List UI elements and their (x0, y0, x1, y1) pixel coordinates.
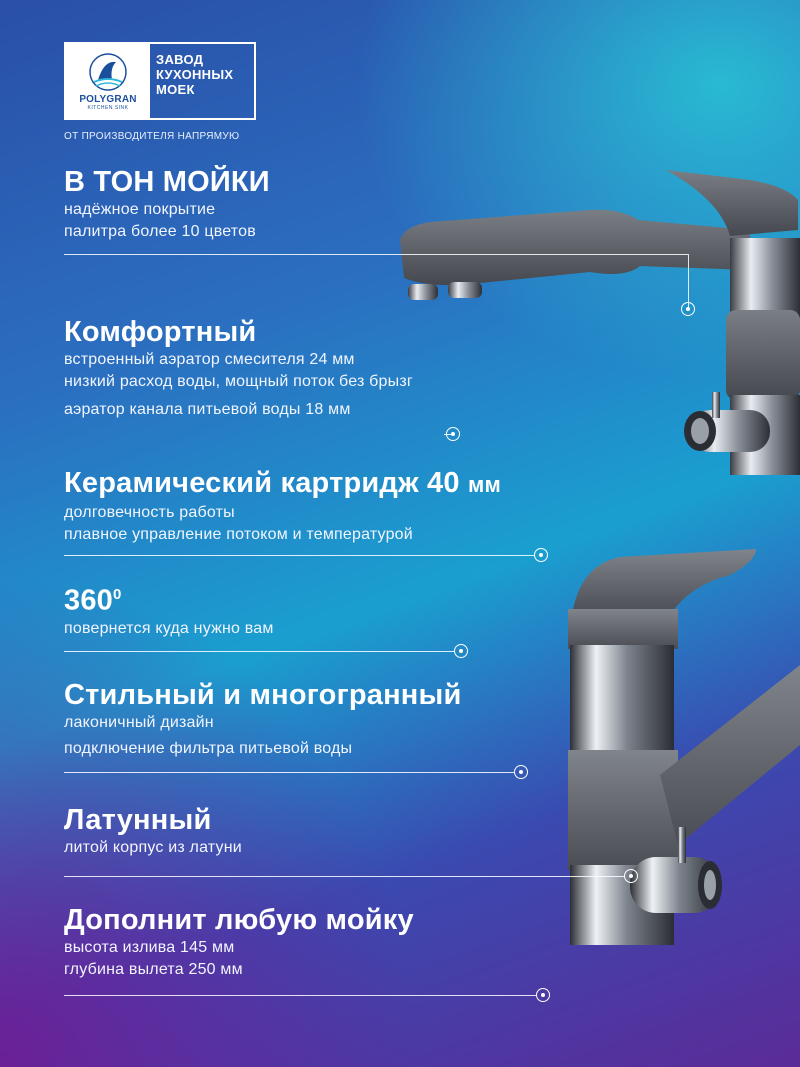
feature-line: подключение фильтра питьевой воды (64, 740, 353, 757)
logo-emblem (66, 44, 150, 118)
logo-title-line: МОЕК (156, 82, 195, 97)
feature-title-sup: 0 (113, 586, 122, 603)
leader-line (64, 772, 514, 773)
feature-line: долговечность работы (64, 504, 235, 521)
feature-title-main: Керамический картридж 40 (64, 467, 460, 499)
feature-brass (64, 803, 242, 859)
feature-line: лаконичный дизайн (64, 714, 214, 731)
feature-compatibility (64, 903, 414, 981)
callout-dot-icon (681, 302, 695, 316)
feature-title: Стильный и многогранный (64, 679, 462, 711)
feature-title-unit: мм (467, 472, 501, 497)
feature-title (64, 578, 274, 618)
logo-title-line: ЗАВОД (156, 52, 204, 67)
feature-line: надёжное покрытие (64, 201, 216, 218)
faucet-image-bottom (560, 545, 800, 965)
logo-title (150, 44, 254, 118)
leader-line (64, 651, 454, 652)
feature-line: низкий расход воды, мощный поток без брызг (64, 373, 413, 390)
feature-rotation (64, 578, 274, 640)
callout-dot-icon (624, 869, 638, 883)
brand-logo (64, 42, 256, 120)
feature-title: Дополнит любую мойку (64, 904, 414, 936)
callout-dot-icon (446, 427, 460, 441)
leader-line (64, 254, 688, 255)
leader-line (64, 995, 536, 996)
leader-line (64, 555, 534, 556)
feature-title-main: 360 (64, 584, 113, 617)
feature-line: аэратор канала питьевой воды 18 мм (64, 401, 351, 418)
feature-comfort (64, 315, 413, 421)
feature-title (64, 466, 501, 502)
logo-name: POLYGRAN (79, 93, 137, 105)
feature-line: повернется куда нужно вам (64, 619, 274, 637)
feature-line: плавное управление потоком и температурой (64, 526, 413, 543)
feature-line: высота излива 145 мм (64, 939, 235, 956)
feature-title: Комфортный (64, 316, 257, 348)
callout-dot-icon (454, 644, 468, 658)
brand-tagline: ОТ ПРОИЗВОДИТЕЛЯ НАПРЯМУЮ (64, 131, 240, 142)
callout-dot-icon (536, 988, 550, 1002)
logo-title-line: КУХОННЫХ (156, 67, 234, 82)
feature-cartridge (64, 466, 501, 546)
feature-title: Латунный (64, 804, 212, 836)
feature-line: глубина вылета 250 мм (64, 961, 243, 978)
leader-line (64, 876, 624, 877)
callout-dot-icon (514, 765, 528, 779)
wave-sail-icon (86, 52, 130, 92)
logo-subtitle: KITCHEN SINK (87, 104, 129, 111)
feature-color-match (64, 165, 270, 243)
feature-title: В ТОН МОЙКИ (64, 166, 270, 198)
feature-line: литой корпус из латуни (64, 839, 242, 856)
callout-dot-icon (534, 548, 548, 562)
feature-line: палитра более 10 цветов (64, 223, 256, 240)
feature-style (64, 678, 462, 760)
feature-line: встроенный аэратор смесителя 24 мм (64, 351, 355, 368)
